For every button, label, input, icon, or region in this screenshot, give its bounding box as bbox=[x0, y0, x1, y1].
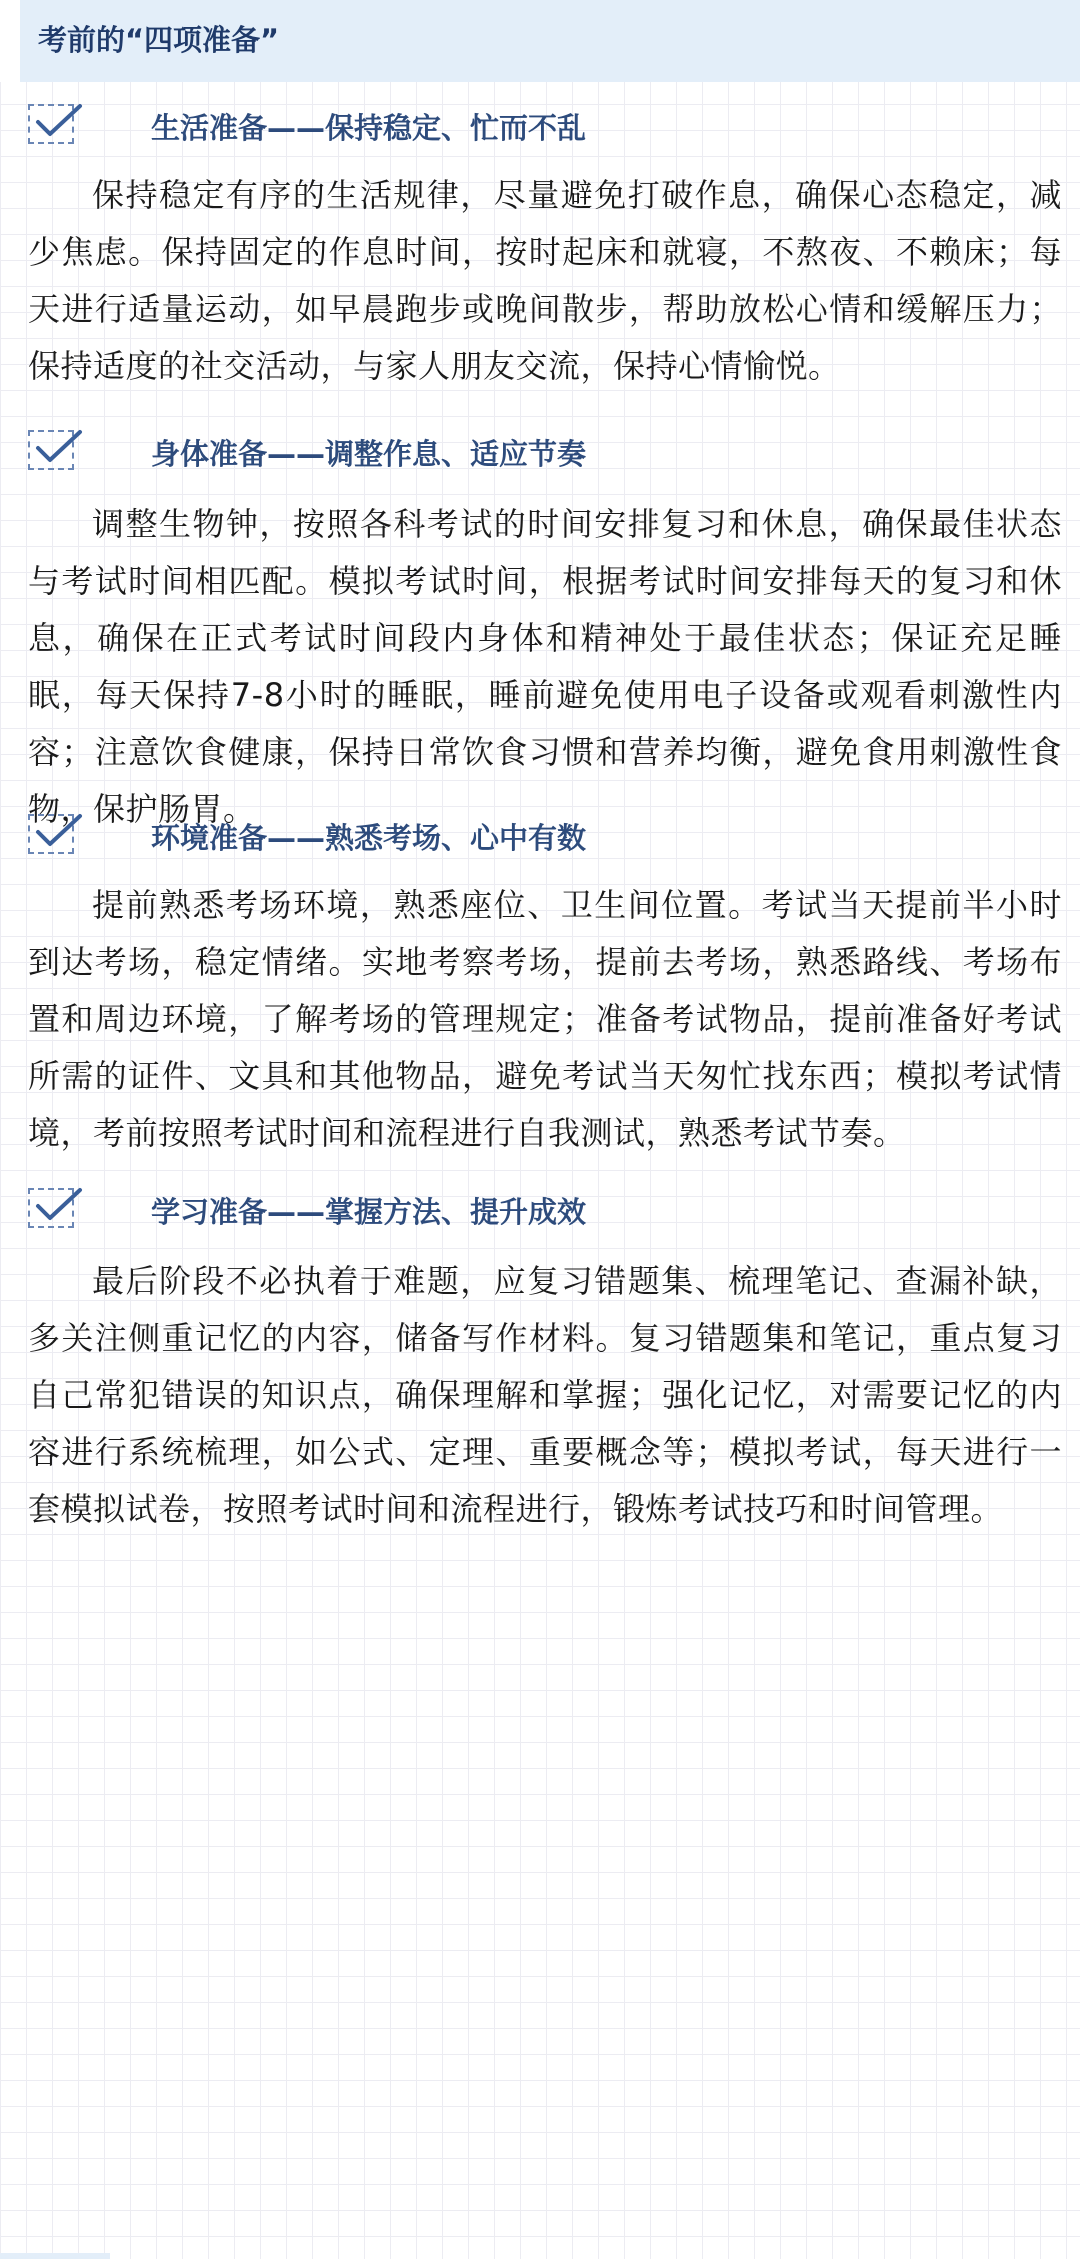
page-title: 考前的“四项准备” bbox=[38, 23, 280, 57]
section-header-environment bbox=[28, 810, 1068, 866]
section-header-body bbox=[28, 426, 1068, 482]
checkbox-check-icon bbox=[28, 104, 74, 144]
section-body: 提前熟悉考场环境，熟悉座位、卫生间位置。考试当天提前半小时到达考场，稳定情绪。实地考察考场，提前去考场，熟悉路线、考场布置和周边环境，了解考场的管理规定；准备考试物品，提前准备好考试所需的证件、文具和其他物品，避免考试当天匆忙找东西；模拟考试情境，考前按照考试时间和流程进行自我测试，熟悉考试节奏。 bbox=[28, 886, 1062, 1152]
section-title: 身体准备——调整作息、适应节奏 bbox=[151, 437, 587, 471]
checkbox-check-icon bbox=[28, 814, 74, 854]
section-title: 生活准备——保持稳定、忙而不乱 bbox=[151, 111, 587, 145]
section-body: 保持稳定有序的生活规律，尽量避免打破作息，确保心态稳定，减少焦虑。保持固定的作息时间，按时起床和就寝，不熬夜、不赖床；每天进行适量运动，如早晨跑步或晚间散步，帮助放松心情和缓解压力；保持适度的社交活动，与家人朋友交流，保持心情愉悦。 bbox=[28, 176, 1062, 385]
section-title: 环境准备——熟悉考场、心中有数 bbox=[151, 821, 587, 855]
section-body: 最后阶段不必执着于难题，应复习错题集、梳理笔记、查漏补缺，多关注侧重记忆的内容，储备写作材料。复习错题集和笔记，重点复习自己常犯错误的知识点，确保理解和掌握；强化记忆，对需要记忆的内容进行系统梳理，如公式、定理、重要概念等；模拟考试，每天进行一套模拟试卷，按照考试时间和流程进行，锻炼考试技巧和时间管理。 bbox=[28, 1262, 1062, 1528]
section-header-study bbox=[28, 1184, 1068, 1240]
section-body: 调整生物钟，按照各科考试的时间安排复习和休息，确保最佳状态与考试时间相匹配。模拟考试时间，根据考试时间安排每天的复习和休息，确保在正式考试时间段内身体和精神处于最佳状态；保证充足睡眠，每天保持7-8小时的睡眠，睡前避免使用电子设备或观看刺激性内容；注意饮食健康，保持日常饮食习惯和营养均衡，避免食用刺激性食物，保护肠胃。 bbox=[28, 505, 1062, 828]
checkbox-check-icon bbox=[28, 1188, 74, 1228]
header-accent bbox=[0, 0, 20, 82]
checkbox-check-icon bbox=[28, 430, 74, 470]
bottom-accent bbox=[0, 2253, 110, 2259]
section-title: 学习准备——掌握方法、提升成效 bbox=[151, 1195, 587, 1229]
section-header-life bbox=[28, 100, 1068, 156]
